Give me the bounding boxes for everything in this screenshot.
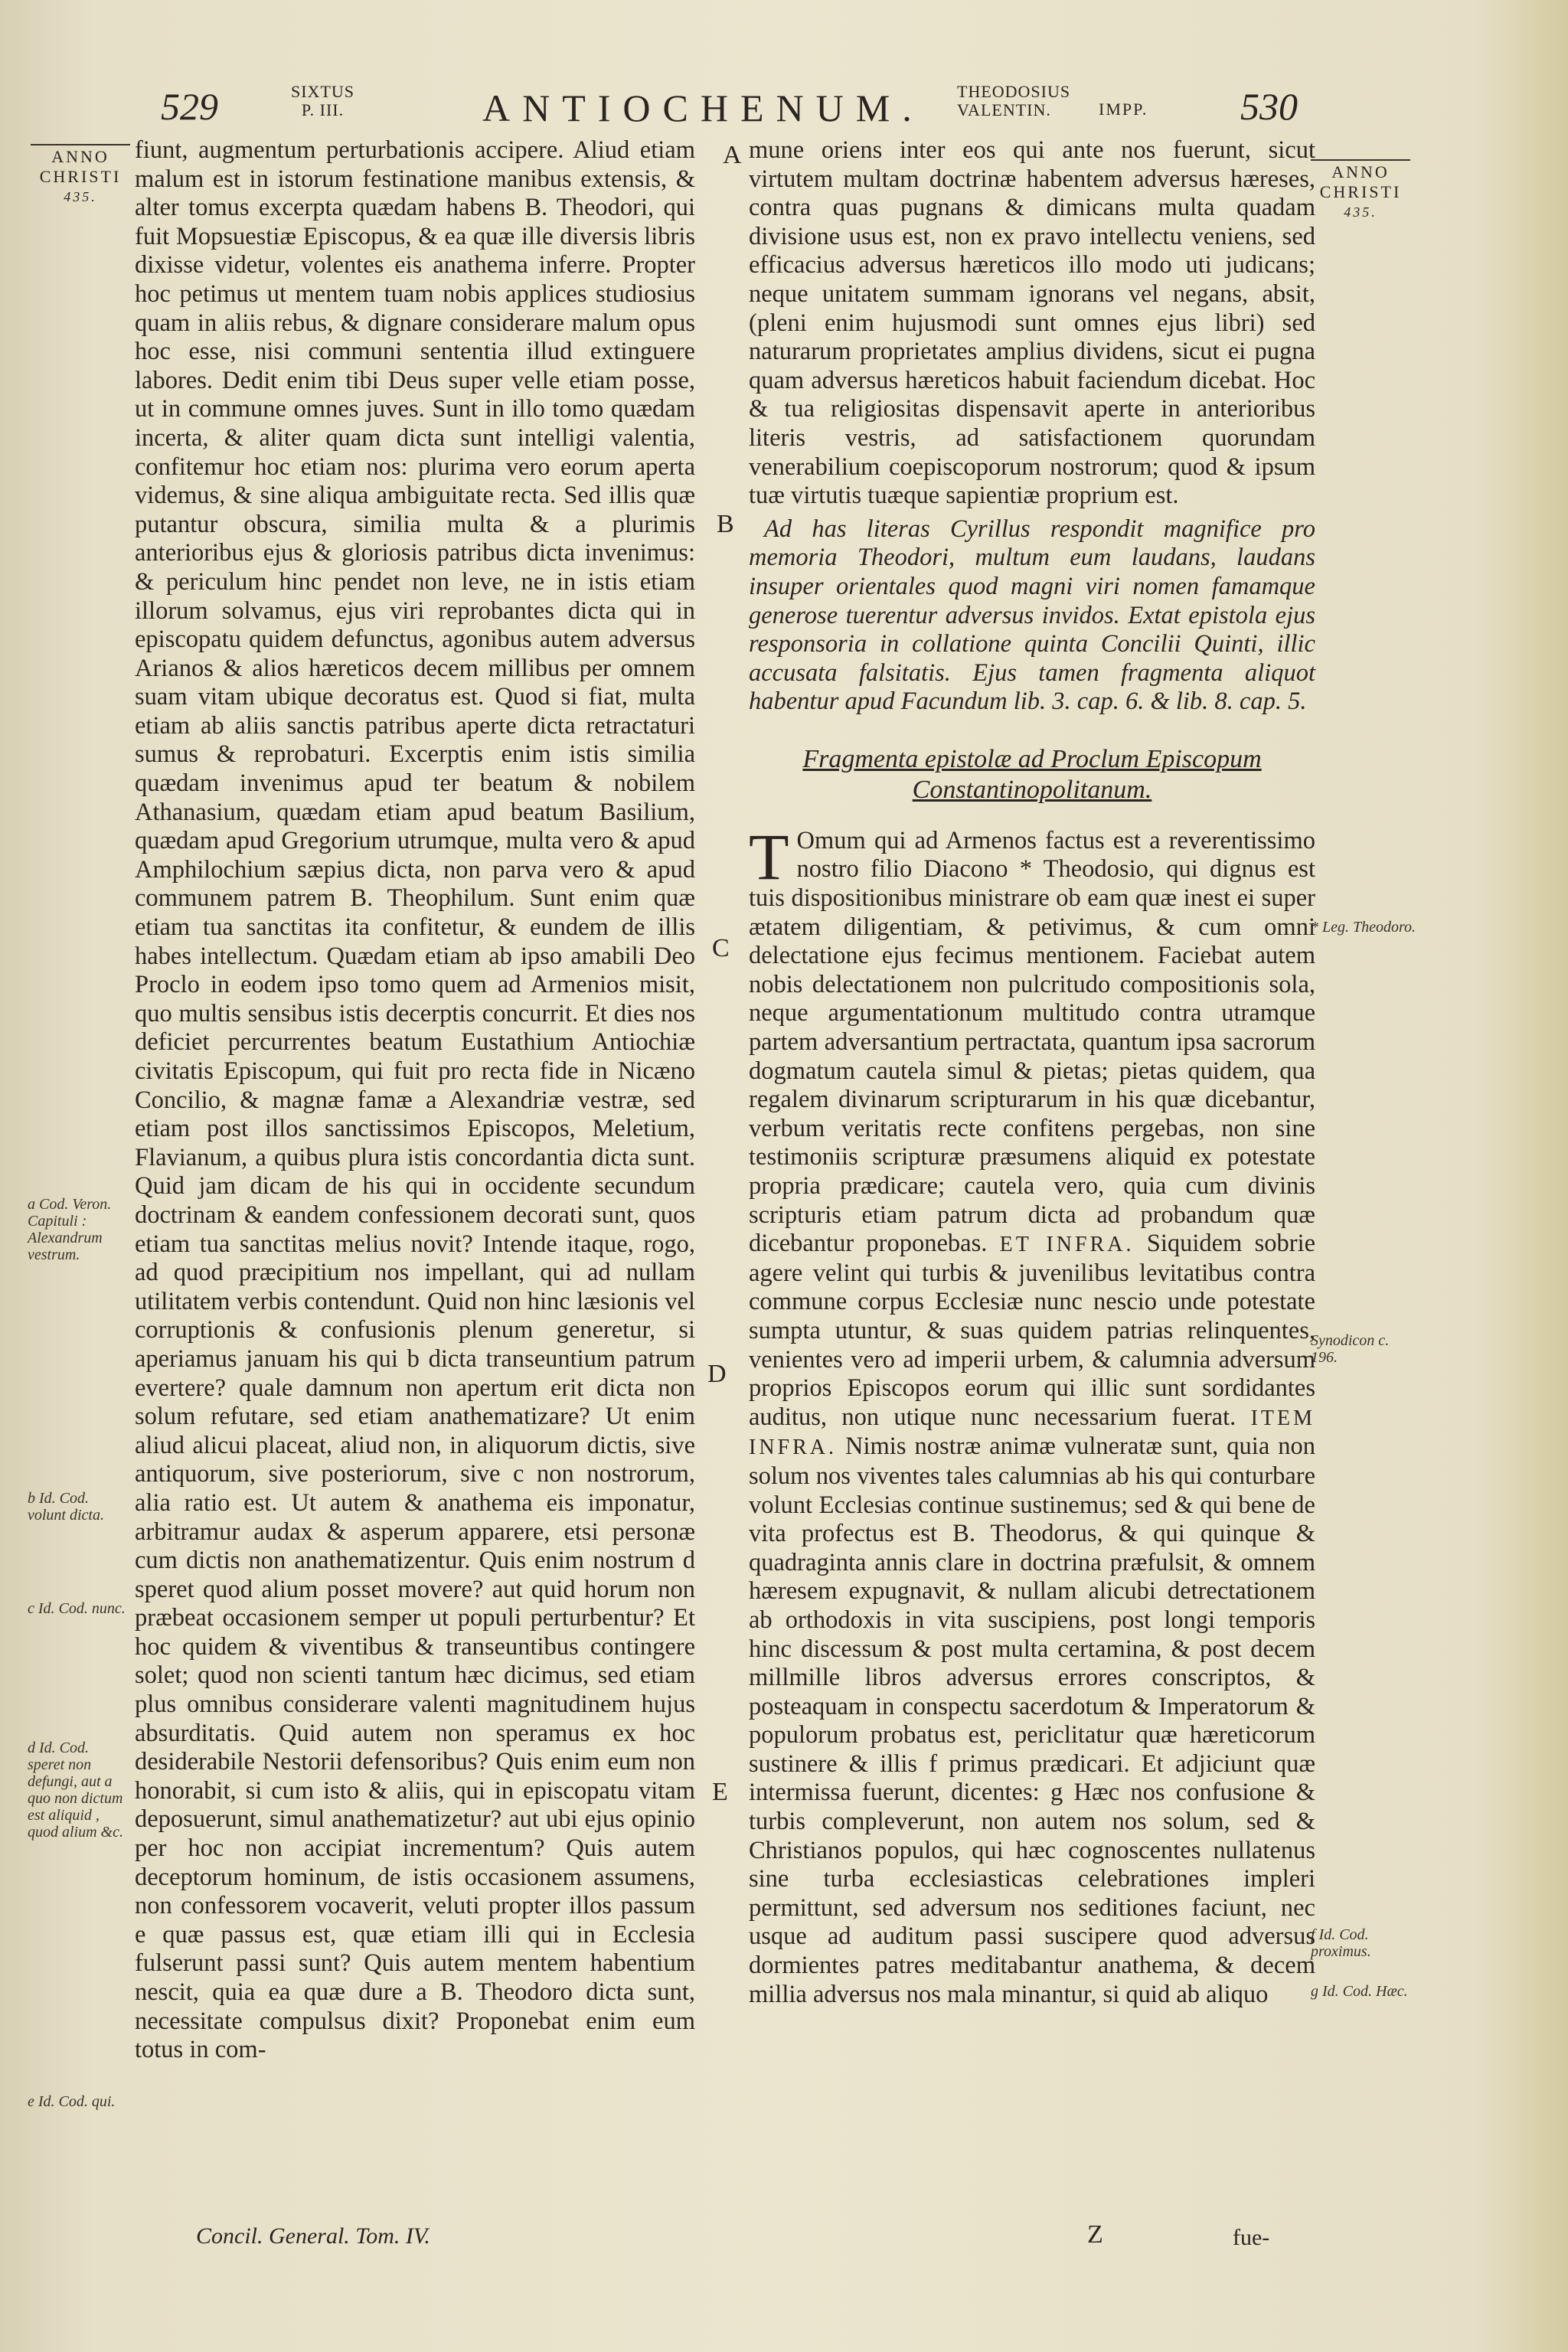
drop-cap: T: [749, 819, 789, 893]
section-mark-a: A: [723, 141, 742, 169]
anno-christi-right: ANNO CHRISTI 435.: [1311, 159, 1410, 222]
section-mark-c: C: [712, 934, 730, 962]
margin-note-d: d Id. Cod. speret non defungi, aut a quo non dictum est aliquid , quod alium &c.: [28, 1740, 123, 1841]
left-column-text: fiunt, augmentum perturbationis accipere. Aliud etiam malum est in istorum festinatione manibus extensis, & alter tomus excerpta quædam habens B. Theodori, qui fuit Mopsuestiæ Episcopus, & ea quæ ille diversis libris dixisse videtur, volentes eis anathema inferre. Propter hoc petimus ut mentem tuam nobis applices studiosius quam in aliis rebus, & dignare considerare malum opus hoc esse, nisi communi sententia illud extinguere labores. Dedit enim tibi Deus super velle etiam posse, ut in commune omnes juves. Sunt in illo tomo quædam incerta, & aliter quam dicta sunt intelligi valentia, confitemur hoc etiam nos: plurima vero eorum aperta videmus, & sine aliqua ambiguitate recta. Sed illis quæ putantur obscura, similia multa & a plurimis anterioribus ejus & gloriosis patribus dicta invenimus: & periculum hinc pendet non leve, ne in istis etiam illorum solvamus, ejus viri reprobantes dicta qui in episcopatu quidem defunctus, agonibus autem adversus Arianos & alios hæreticos decem millibus per omnem suam vitam ubique decoratus est. Quod si fiat, multa etiam ab aliis sanctis patribus aperte dicta retractaturi sumus & reprobaturi. Excerptis enim istis similia quædam invenimus apud ter beatum & nobilem Athanasium, quædam etiam apud beatum Basilium, quædam apud Gregorium utrumque, multa vero & apud Amphilochium sæpius dicta, non parva vero & apud communem patrem B. Theophilum. Sunt enim quæ etiam tua sanctitas ita confitetur, & eundem de illis habes intellectum. Quædam etiam ab ipso amabili Deo Proclo in eodem ipso tomo quem ad Armenios misit, quo multis sensibus istis decerptis concurrit. Et dies nos deficiet percurrentes beatum Eustathium Antiochiæ civitatis Episcopum, qui fuit pro recta fide in Nicæno Concilio, & magnæ famæ a Alexandriæ vestræ, sed etiam post illos sanctissimos Episcopos, Meletium, Flavianum, a quibus plura istis concordantia dicta sunt. Quid jam dicam de his qui in occidente secundum doctrinam & eandem confessionem decorati sunt, quos etiam tua sanctitas melius novit? Intende itaque, rogo, ad quod præcipitium nos impellant, qui ad nullam utilitatem verbis contendunt. Quid non hinc læsionis vel corruptionis & confusionis plenum generetur, si aperiamus januam his qui b dicta transeuntium patrum evertere? quale damnum non apertum erit dicta non solum refutare, sed etiam anathematizare? Ut enim aliud alicui placeat, aliud non, in aliquorum dictis, sive antiquorum, sive posteriorum, sive c non nostrorum, alia ratio est. Ut autem & anathema eis imponatur, arbitramur audax & asperum apparere, etsi personæ cum dictis non anathematizentur. Quis enim nostrum d speret quod alium posset movere? aut quid horum non præbeat occasionem semper ut populi perturbentur? Et hoc quidem & viventibus & transeuntibus contingere solet; quod non scienti tantum hæc dicimus, sed etiam plus omnibus considerare valenti magnitudinem hujus absurditatis. Quid autem non speramus ex hoc desiderabile Nestorii defensoribus? Quis enim eum non honorabit, si cum isto & aliis, qui in episcopatu vitam deposuerunt, simul anathematizetur? aut ubi ejus opinio per hoc non accipiat incrementum? Quis autem deceptorum hominum, de istis occasionem assumens, non confessorem vocaverit, veluti propter illos passum e quæ passus est, quæ etiam illi qui in Ecclesia fulserunt passi sunt? Quis autem mentem habentium nescit, quia ea quæ dure a B. Theodoro dicta sunt, necessitate compulsus dixit? Proponebat enim eum totus in com-: [135, 136, 695, 2064]
item-infra-label: ITEM INFRA.: [749, 1406, 1315, 1460]
section-mark-d: D: [707, 1360, 727, 1388]
running-header: [153, 77, 1323, 138]
footer-reference: Concil. General. Tom. IV.: [196, 2223, 430, 2249]
header-title: ANTIOCHENUM.: [482, 87, 924, 129]
divider: [31, 144, 130, 145]
margin-note-f: f Id. Cod. proximus.: [1311, 1926, 1371, 1960]
editorial-note: Ad has literas Cyrillus respondit magnifice pro memoria Theodori, multum eum laudans, laudans insuper orientales quod magni viri nomen famamque generose tuerentur adversus invidos. Extat epistola ejus responsoria in collatione quinta Concilii Quinti, illic accusata falsitatis. Ejus tamen fragmenta aliquot habentur apud Facundum lib. 3. cap. 6. & lib. 8. cap. 5.: [749, 514, 1315, 716]
signature-mark: Z: [1087, 2220, 1103, 2249]
right-column-text-2: T Omum qui ad Armenos factus est a reverentissimo nostro filio Diacono * Theodosio, qui dignus est tuis dispositionibus ministrare ob eam quæ inest ei super ætatem diligentiam, & petivimus, & cum omni delectatione ejus fecimus mentionem. Faciebat autem nobis delectationem non pulcritudo compositionis sola, neque argumentationum multitudo contra utramque partem adversantium pertractata, quantum ipsa sacrorum dogmatum cautela simul & pietas; pietas quidem, qua regalem divinarum scripturarum in his quæ dicebantur, verbum veritatis recte confitens pergebas, non sine testimoniis scripturæ præsumens aliquid ex potestate propria prædicare; cautela vero, quia cum divinis scripturis etiam patrum dicta ad probandum quæ dicebantur proponebas. ET INFRA. Siquidem sobrie agere velint qui turbis & juvenilibus levitatibus contra commune corpus Ecclesiæ nunc nescio unde potestate sumpta utuntur, & suas quidem patrias relinquentes, venientes vero ad imperii urbem, & calumnia adversum proprios Episcopos eorum qui illic sunt sordidantes auditus, non utique nunc necessarium fuerat. ITEM INFRA. Nimis nostræ animæ vulneratæ sunt, quia non solum nos viventes tales calumnias ab his qui conturbare volunt Ecclesias continue sustinemus; sed & qui bene de vita profectus est B. Theodorus, & qui quinque & quadraginta annis clare in doctrina præfulsit, & omnem hæresem expugnavit, & nullam alicubi detrectationem ab orthodoxis in vita suscipiens, post longi temporis hinc discessum & post multa certamina, & post decem millmille libros adversus errores conscriptos, & posteaquam in conspectu sacerdotum & Imperatorum & populorum probatus est, periclitatur quæ hæreticorum sustinere & illis f primus prædicari. Et adjiciunt quæ intermissa fuerunt, dicentes: g Hæc nos confusione & turbis compleverunt, non autem nos solum, sed & Christianos populos, qui hæc cognoscentes nullatenus sine turba ecclesiasticas celebrationes impleri permittunt, sed adversum nos seditiones faciunt, nec usque ad auditum passi suscipere quod adversus dormientes patres meditabantur anathema, & decem millia adversus nos mala minantur, si quid ab aliquo: [749, 819, 1316, 2008]
section-title: Fragmenta epistolæ ad Proclum Episcopum Constantinopolitanum.: [802, 744, 1262, 804]
margin-note-synodicon: Synodicon c. 196.: [1311, 1332, 1390, 1366]
margin-note-g: g Id. Cod. Hæc.: [1311, 1983, 1408, 2000]
page-number-left: 529: [161, 85, 218, 128]
section-mark-b: B: [717, 510, 734, 538]
header-right-label: THEODOSIUS VALENTIN.: [957, 82, 1071, 119]
header-left-label: SIXTUS P. III.: [291, 82, 355, 119]
margin-note-leg: * Leg. Theodoro.: [1311, 919, 1416, 936]
margin-note-a: a Cod. Veron. Capituli : Alexandrum vestrum.: [28, 1196, 112, 1263]
section-mark-e: E: [712, 1778, 728, 1806]
margin-note-b: b Id. Cod. volunt dicta.: [28, 1490, 104, 1524]
right-column: [749, 136, 1315, 2009]
margin-note-e: e Id. Cod. qui.: [28, 2093, 116, 2110]
page-number-right: 530: [1240, 85, 1298, 128]
et-infra-label: ET INFRA.: [999, 1233, 1135, 1257]
margin-note-c: c Id. Cod. nunc.: [28, 1600, 126, 1617]
left-column: [135, 136, 695, 2065]
right-column-text-1: mune oriens inter eos qui ante nos fuerunt, sicut virtutem multam doctrinæ habentem adversus hæreses, contra quas pugnans & dimicans multa quadam divisione usus est, non ex pravo intellectu veniens, sed efficacius adversus hæreticos illo modo uti judicans; neque unitatem summam ignorans vel negans, absit, (pleni enim hujusmodi sunt omnes ejus libri) sed naturarum proprietates amplius dividens, sicut ei pugna quam adversus hæreticos habuit faciendum dicebat. Hoc & tua religiositas dispensavit aperte in anterioribus literis vestris, ad satisfactionem quorundam venerabilium coepiscoporum nostrorum; quod & ipsum tuæ virtutis tuæque sapientiæ proprium est.: [749, 136, 1315, 510]
catchword: fue-: [1233, 2225, 1270, 2250]
divider: [1311, 159, 1410, 161]
anno-christi-left: ANNO CHRISTI 435.: [31, 144, 130, 207]
header-bracket-label: IMPP.: [1099, 100, 1148, 119]
